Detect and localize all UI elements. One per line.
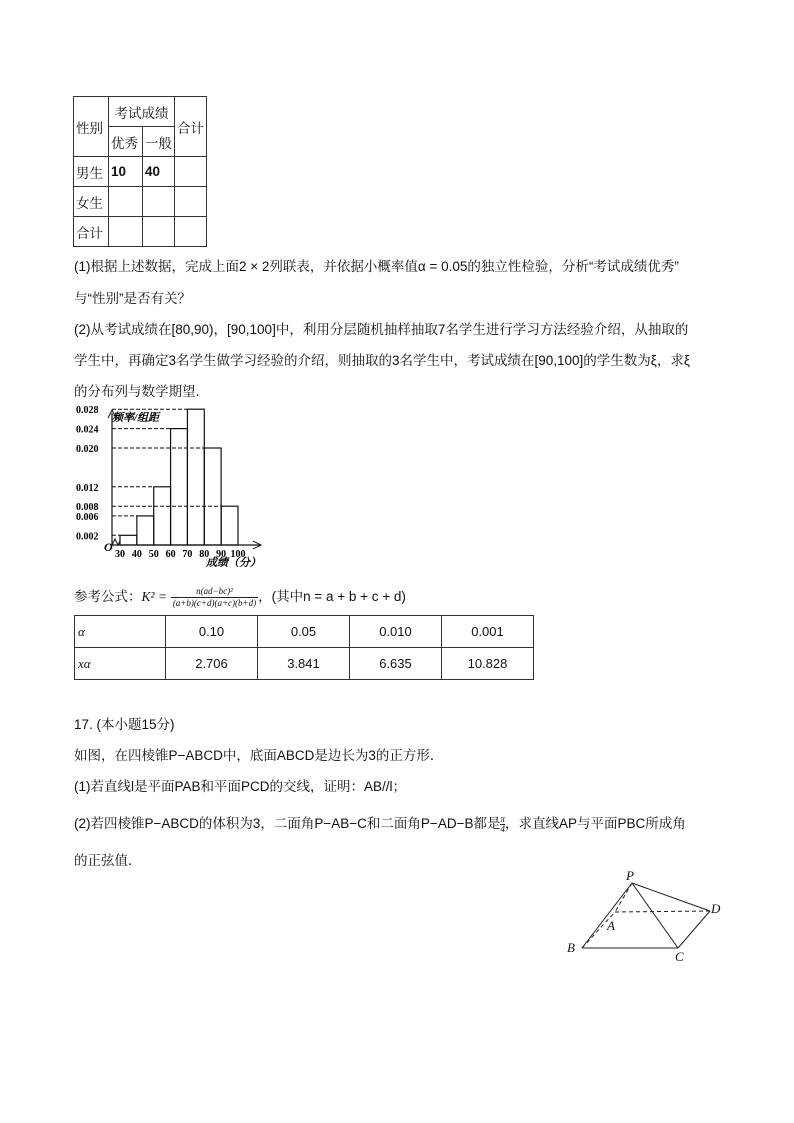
y-tick-label: 0.012 [76,482,99,494]
q16-part2-line1: (2)从考试成绩在[80,90)，[90,100]中，利用分层随机抽样抽取7名学生进行学习方法经验介绍，从抽取的 [74,322,689,337]
edge-ad [615,911,710,912]
q17-part1: (1)若直线l是平面PAB和平面PCD的交线，证明：AB//l； [74,779,407,794]
q17-stem: 如图，在四棱锥P−ABCD中，底面ABCD是边长为3的正方形． [74,748,444,763]
table-cell: 0.05 [258,616,350,648]
q16-part2-line3: 的分布列与数学期望． [74,384,209,399]
row-label: 男生 [74,157,109,187]
formula-denominator: (a+b)(c+d)(a+c)(b+d) [172,598,257,608]
edge-pc [632,883,678,948]
cell-excellent: 10 [109,157,143,187]
histogram-bar [137,516,154,545]
row-label: 女生 [74,187,109,217]
y-axis-label: 频率/组距 [112,412,160,424]
x-tick-label: 40 [131,549,142,560]
table-row [75,616,534,648]
frequency-histogram [70,405,270,575]
table-cell: 0.001 [442,616,534,648]
q17-part2-before: (2)若四棱锥P−ABCD的体积为3，二面角P−AB−C和二面角P−AD−B都是 [74,816,501,832]
histogram-bar [221,506,238,545]
x-tick-label: 100 [230,549,246,560]
table-cell: 0.10 [166,616,258,648]
x-tick-label: 60 [165,549,176,560]
cell-total [175,157,207,187]
table-cell: 0.010 [350,616,442,648]
histogram-bar [187,409,204,545]
vertex-a-label: A [607,918,615,933]
pyramid-figure [560,868,730,968]
table-cell: 2.706 [166,648,258,680]
y-tick-label: 0.020 [76,444,99,455]
cell-total [175,217,207,247]
y-tick-label: 0.028 [76,405,99,417]
table-row [74,157,207,187]
formula-prefix: 参考公式： [74,589,142,605]
x-tick-label: 80 [199,549,210,560]
q17-part2-line1 [74,815,686,834]
cell-average [143,217,175,247]
x-axis-label: 成绩（分） [206,557,261,569]
x-tick-label: 30 [115,549,125,560]
q17-part2-after: ，求直线AP与平面PBC所成角 [504,816,686,832]
q16-part1-line1: (1)根据上述数据，完成上面2 × 2列联表，并依据小概率值α = 0.05的独立性检验，分析“考试成绩优秀” [74,259,679,274]
origin-label: O [104,540,113,554]
x-tick-label: 90 [216,549,227,560]
critical-value-table [74,615,534,680]
q16-part2-line2: 学生中，再确定3名学生做学习经验的介绍，则抽取的3名学生中，考试成绩在[90,100]的学生数为ξ，求ξ [74,353,690,368]
histogram-bar [120,535,137,545]
q16-part1-line2: 与“性别”是否有关？ [74,291,191,306]
q17-heading: 17. (本小题15分) [74,717,175,732]
edge-pb [582,883,632,948]
table-row [74,187,207,217]
table-cell: 3.841 [258,648,350,680]
cell-total [175,187,207,217]
frac-numerator: π [500,814,505,824]
formula-line [74,586,406,609]
cell-average [143,187,175,217]
formula-lhs: K² = [141,589,168,605]
vertex-c-label: C [675,949,684,964]
row-label: 合计 [74,217,109,247]
axis-break [112,539,120,545]
vertex-b-label: B [567,940,575,955]
vertex-p-label: P [626,868,634,883]
row-label-alpha: α [75,616,166,648]
q17-part2-line2: 的正弦值． [74,853,142,868]
edge-cd [678,911,710,948]
y-tick-label: 0.024 [76,424,99,436]
y-tick-label: 0.008 [76,502,99,514]
table-row [75,648,534,680]
header-average: 一般 [143,127,175,157]
histogram-bar [171,429,188,545]
table-cell: 6.635 [350,648,442,680]
edge-pd [632,883,710,911]
formula-fraction [171,586,258,609]
header-excellent: 优秀 [109,127,143,157]
header-total: 合计 [175,97,207,157]
contingency-table [73,96,207,247]
table-cell: 10.828 [442,648,534,680]
header-score: 考试成绩 [109,97,175,127]
y-tick-label: 0.002 [76,531,99,543]
histogram-bar [154,487,171,545]
row-label-x-alpha: xα [75,648,166,680]
y-tick-label: 0.006 [76,511,99,523]
vertex-d-label: D [711,901,721,916]
x-tick-label: 50 [148,549,159,560]
table-row [74,217,207,247]
formula-suffix: ，(其中n = a + b + c + d) [258,589,406,605]
cell-average: 40 [143,157,175,187]
frac-denominator: 4 [500,824,505,834]
histogram-bar [204,448,221,545]
cell-excellent [109,217,143,247]
edge-pa [615,883,632,912]
formula-numerator: n(ad−bc)² [171,586,258,598]
x-tick-label: 70 [182,549,193,560]
header-gender: 性别 [74,97,109,157]
cell-excellent [109,187,143,217]
